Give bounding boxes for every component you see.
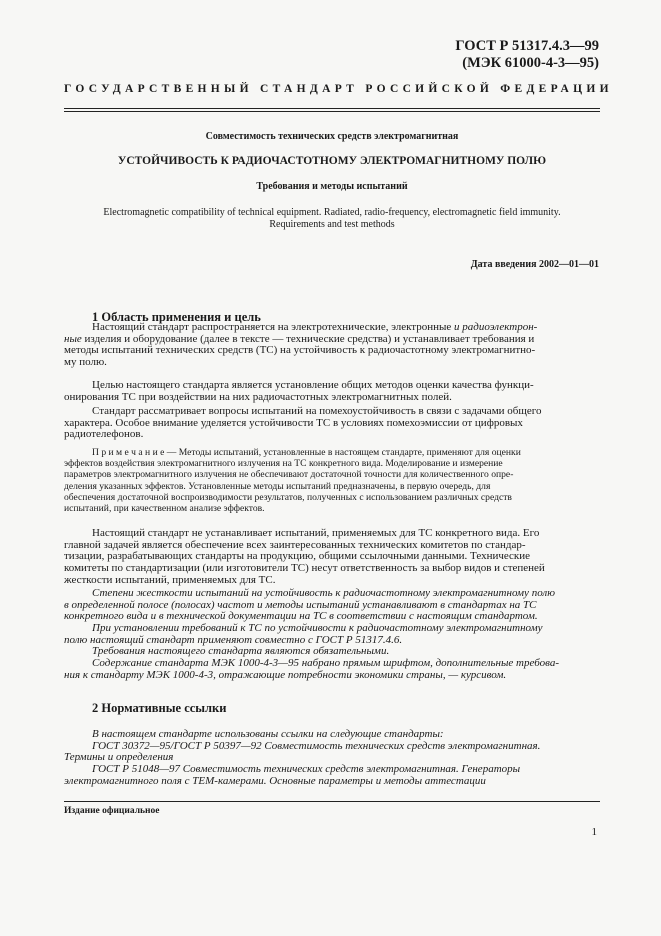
text-line: Содержание стандарта МЭК 1000-4-3—95 набрано прямым шрифтом, дополнительные требова- — [92, 658, 559, 670]
standard-codes — [455, 38, 599, 72]
note-line: деления указанных эффектов. Установленные методы испытаний предназначены, в первую очередь, для — [64, 480, 491, 492]
header-rule-bottom — [64, 111, 600, 112]
note-line: обеспечения достаточной воспроизводимости результатов, полученных с использованием различных средств — [64, 491, 512, 503]
text-line: ния к стандарту МЭК 1000-4-3, отражающие потребности экономики страны, — курсивом. — [64, 669, 507, 681]
text-line: Степени жесткости испытаний на устойчивость к радиочастотному электромагнитному полю — [92, 588, 555, 599]
text-line: радиотелефонов. — [64, 429, 144, 441]
english-title — [64, 207, 600, 230]
note-line: эффектов воздействия электромагнитного излучения на ТС конкретного вида. Моделирование и измерение — [64, 458, 503, 470]
note-line: параметров электромагнитного излучения не обеспечивают достаточной точности для количественного опре- — [64, 469, 514, 481]
text-line: Целью настоящего стандарта является установление общих методов оценки качества функци- — [92, 380, 534, 391]
english-title-line: Requirements and test methods — [269, 218, 395, 230]
english-title-line: Electromagnetic compatibility of technical equipment. Radiated, radio-frequency, electromagnetic field immunity. — [103, 207, 561, 218]
compatibility-title: Совместимость технических средств электромагнитная — [205, 131, 459, 142]
text-line: полю настоящий стандарт применяют совместно с ГОСТ Р 51317.4.6. — [64, 634, 403, 646]
text-line: электромагнитного поля с ТЕМ-камерами. Основные параметры и методы аттестации — [64, 775, 486, 787]
paragraph-italic-additions — [64, 588, 600, 682]
text-line: При установлении требований к ТС по устойчивости к радиочастотному электромагнитному — [92, 623, 543, 635]
text-line: ГОСТ 30372—95/ГОСТ Р 50397—92 Совместимость технических средств электромагнитная. — [92, 740, 541, 752]
text-run: изделия и оборудование (далее в тексте — технические средства) и устанавливает требования и — [81, 333, 535, 345]
paragraph-considerations — [64, 406, 600, 441]
text-line: Стандарт рассматривает вопросы испытаний на помехоустойчивость в связи с задачами общего — [92, 406, 542, 417]
paragraph-purpose — [64, 380, 600, 403]
iec-code: (МЭК 61000-4-3—95) — [462, 55, 599, 71]
page-number: 1 — [591, 826, 597, 838]
note-line: испытаний, при качественном анализе эффектов. — [64, 502, 265, 514]
italic-run: и радиоэлектрон- — [454, 322, 538, 333]
text-line: В настоящем стандарте использованы ссылки на следующие стандарты: — [92, 729, 444, 740]
text-run: Настоящий стандарт распространяется на электротехнические, электронные — [92, 322, 455, 333]
text-line: Настоящий стандарт не устанавливает испытаний, применяемых для ТС конкретного вида. Его — [92, 528, 540, 539]
paragraph-scope — [64, 322, 600, 369]
text-line: в определенной полосе (полосах) частот и методы испытаний устанавливают в стандартах на ТС — [64, 599, 537, 611]
note-block — [64, 447, 600, 514]
paragraph-references — [64, 729, 600, 787]
text-line: главной задачей является обеспечение всех заинтересованных технических комитетов по стандар- — [64, 539, 526, 551]
text-line — [64, 334, 600, 346]
text-line: жесткости испытаний, применяемых для ТС. — [64, 574, 276, 586]
text-line: методы испытаний технических средств (ТС) на устойчивость к радиочастотному электромагнитно- — [64, 345, 536, 357]
text-line: му полю. — [64, 357, 107, 369]
text-line: Термины и определения — [64, 752, 174, 764]
text-line: тизации, разрабатывающих стандарты на продукцию, общими ссылочными данными. Технические — [64, 551, 531, 563]
state-standard-title: ГОСУДАРСТВЕННЫЙ СТАНДАРТ РОССИЙСКОЙ ФЕДЕРАЦИИ — [64, 83, 613, 95]
section-heading-references: 2 Нормативные ссылки — [92, 701, 227, 715]
italic-run: ные — [64, 333, 82, 345]
gost-code: ГОСТ Р 51317.4.3—99 — [455, 38, 599, 54]
text-line — [64, 322, 600, 334]
main-title: УСТОЙЧИВОСТЬ К РАДИОЧАСТОТНОМУ ЭЛЕКТРОМАГНИТНОМУ ПОЛЮ — [117, 155, 547, 167]
footer-rule — [64, 801, 600, 802]
text-line: конкретного вида и в технической документации на ТС в соответствии с настоящим стандартом. — [64, 611, 538, 623]
header-rule-top — [64, 108, 600, 109]
section-heading-scope: 1 Область применения и цель — [92, 310, 261, 324]
text-line: ГОСТ Р 51048—97 Совместимость технических средств электромагнитная. Генераторы — [92, 764, 521, 776]
text-line: характера. Особое внимание уделяется устойчивости ТС в условиях помехоэмиссии от цифровых — [64, 417, 523, 429]
text-line: Требования настоящего стандарта являются обязательными. — [92, 646, 390, 658]
official-edition-label: Издание официальное — [64, 806, 160, 816]
introduction-date: Дата введения 2002—01—01 — [470, 259, 599, 270]
paragraph-tc-scope — [64, 528, 600, 586]
requirements-subtitle: Требования и методы испытаний — [256, 181, 408, 192]
note-line: П р и м е ч а н и е — Методы испытаний, установленные в настоящем стандарте, применяют для оценки — [92, 447, 521, 458]
text-line: комитеты по стандартизации (или изготовители ТС) несут ответственность за выбор видов и степеней — [64, 563, 545, 575]
text-line: онирования ТС при воздействии на них радиочастотных электромагнитных полей. — [64, 391, 452, 403]
